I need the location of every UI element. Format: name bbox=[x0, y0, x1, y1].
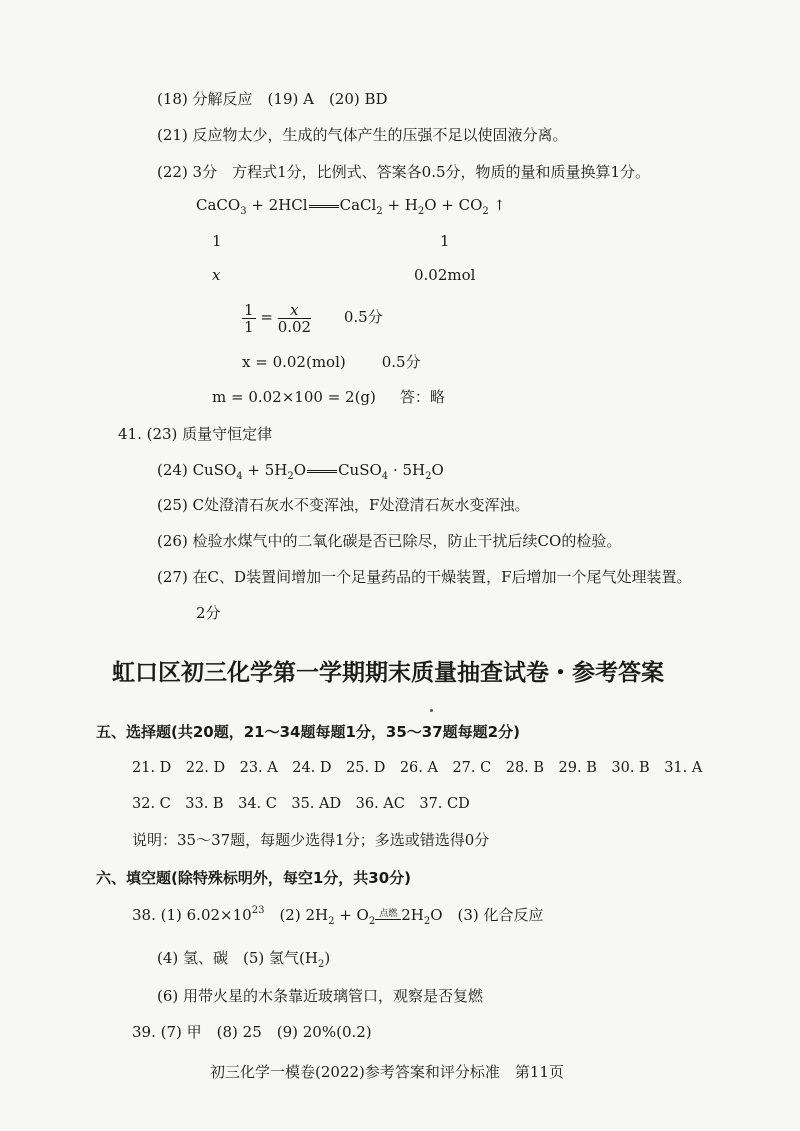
answer-27-score: 2分 bbox=[196, 604, 221, 622]
reaction-condition: 点燃 bbox=[375, 909, 401, 920]
answer-21: (21) 反应物太少，生成的气体产生的压强不足以使固液分离。 bbox=[157, 126, 568, 144]
choice-answers-row-2: 32. C 33. B 34. C 35. AD 36. AC 37. CD bbox=[132, 796, 470, 812]
mass-solution-line: m = 0.02×100 = 2(g) 答：略 bbox=[212, 388, 445, 406]
ratio-right-bottom: 0.02mol bbox=[414, 266, 476, 284]
fraction-left: $\frac{1}{1}$ bbox=[244, 300, 254, 336]
answer-27: (27) 在C、D装置间增加一个足量药品的干燥装置，F后增加一个尾气处理装置。 bbox=[157, 568, 692, 586]
ratio-right-top: 1 bbox=[440, 232, 450, 250]
proportion-line: $\frac{1}{1}$ = $\frac{x}{0.02}$ 0.5分 bbox=[244, 300, 383, 336]
answer-38-1-3: 38. (1) $6.02\times 10^{23}$ (2) $2H_2 + O_2$ 点燃 $2H_2O$ (3) 化合反应 bbox=[132, 905, 544, 927]
ratio-left-top: 1 bbox=[212, 232, 222, 250]
ratio-left-bottom: x bbox=[212, 266, 221, 284]
answer-41-23: 41. (23) 质量守恒定律 bbox=[118, 425, 273, 443]
answer-39: 39. (7) 甲 (8) 25 (9) 20%(0.2) bbox=[132, 1023, 372, 1041]
equals-bar bbox=[307, 470, 337, 473]
answer-38-4-5: (4) 氢、碳 (5) 氢气$(H_2)$ bbox=[157, 949, 331, 970]
answer-38-6: (6) 用带火星的木条靠近玻璃管口，观察是否复燃 bbox=[157, 987, 484, 1005]
x-solution-line: x = 0.02(mol) 0.5分 bbox=[242, 353, 421, 371]
page-title: 虹口区初三化学第一学期期末质量抽查试卷・参考答案 bbox=[112, 660, 664, 686]
fraction-right: $\frac{x}{0.02}$ bbox=[277, 300, 312, 336]
answer-22: (22) 3分 方程式1分，比例式、答案各0.5分，物质的量和质量换算1分。 bbox=[157, 163, 651, 181]
answer-26: (26) 检验水煤气中的二氧化碳是否已除尽，防止干扰后续CO的检验。 bbox=[157, 532, 622, 550]
choice-answers-row-1: 21. D 22. D 23. A 24. D 25. D 26. A 27. C 28. B 29. B 30. B 31. A bbox=[132, 760, 703, 776]
equals-bar bbox=[309, 205, 339, 208]
section-five-heading: 五、选择题(共20题，21～34题每题1分，35～37题每题2分) bbox=[96, 723, 520, 741]
page-footer: 初三化学一模卷(2022)参考答案和评分标准 第11页 bbox=[210, 1063, 564, 1081]
answer-25: (25) C处澄清石灰水不变浑浊，F处澄清石灰水变浑浊。 bbox=[157, 496, 530, 514]
answer-18-20: (18) 分解反应 (19) A (20) BD bbox=[157, 90, 388, 108]
section-six-heading: 六、填空题(除特殊标明外，每空1分，共30分) bbox=[96, 869, 412, 887]
choice-scoring-note: 说明：35～37题，每题少选得1分；多选或错选得0分 bbox=[132, 831, 490, 849]
answer-24: (24) CuSO$_4$ + $5H_2O$ CuSO$_4$ · $5H_2O$ bbox=[157, 461, 444, 482]
scan-speck bbox=[430, 709, 433, 712]
chemical-equation-caco3: CaCO$_3$ + 2HCl CaCl$_2$ + $H_2O + CO_2$ ↑ bbox=[196, 196, 506, 217]
gas-arrow-icon: ↑ bbox=[493, 198, 506, 214]
